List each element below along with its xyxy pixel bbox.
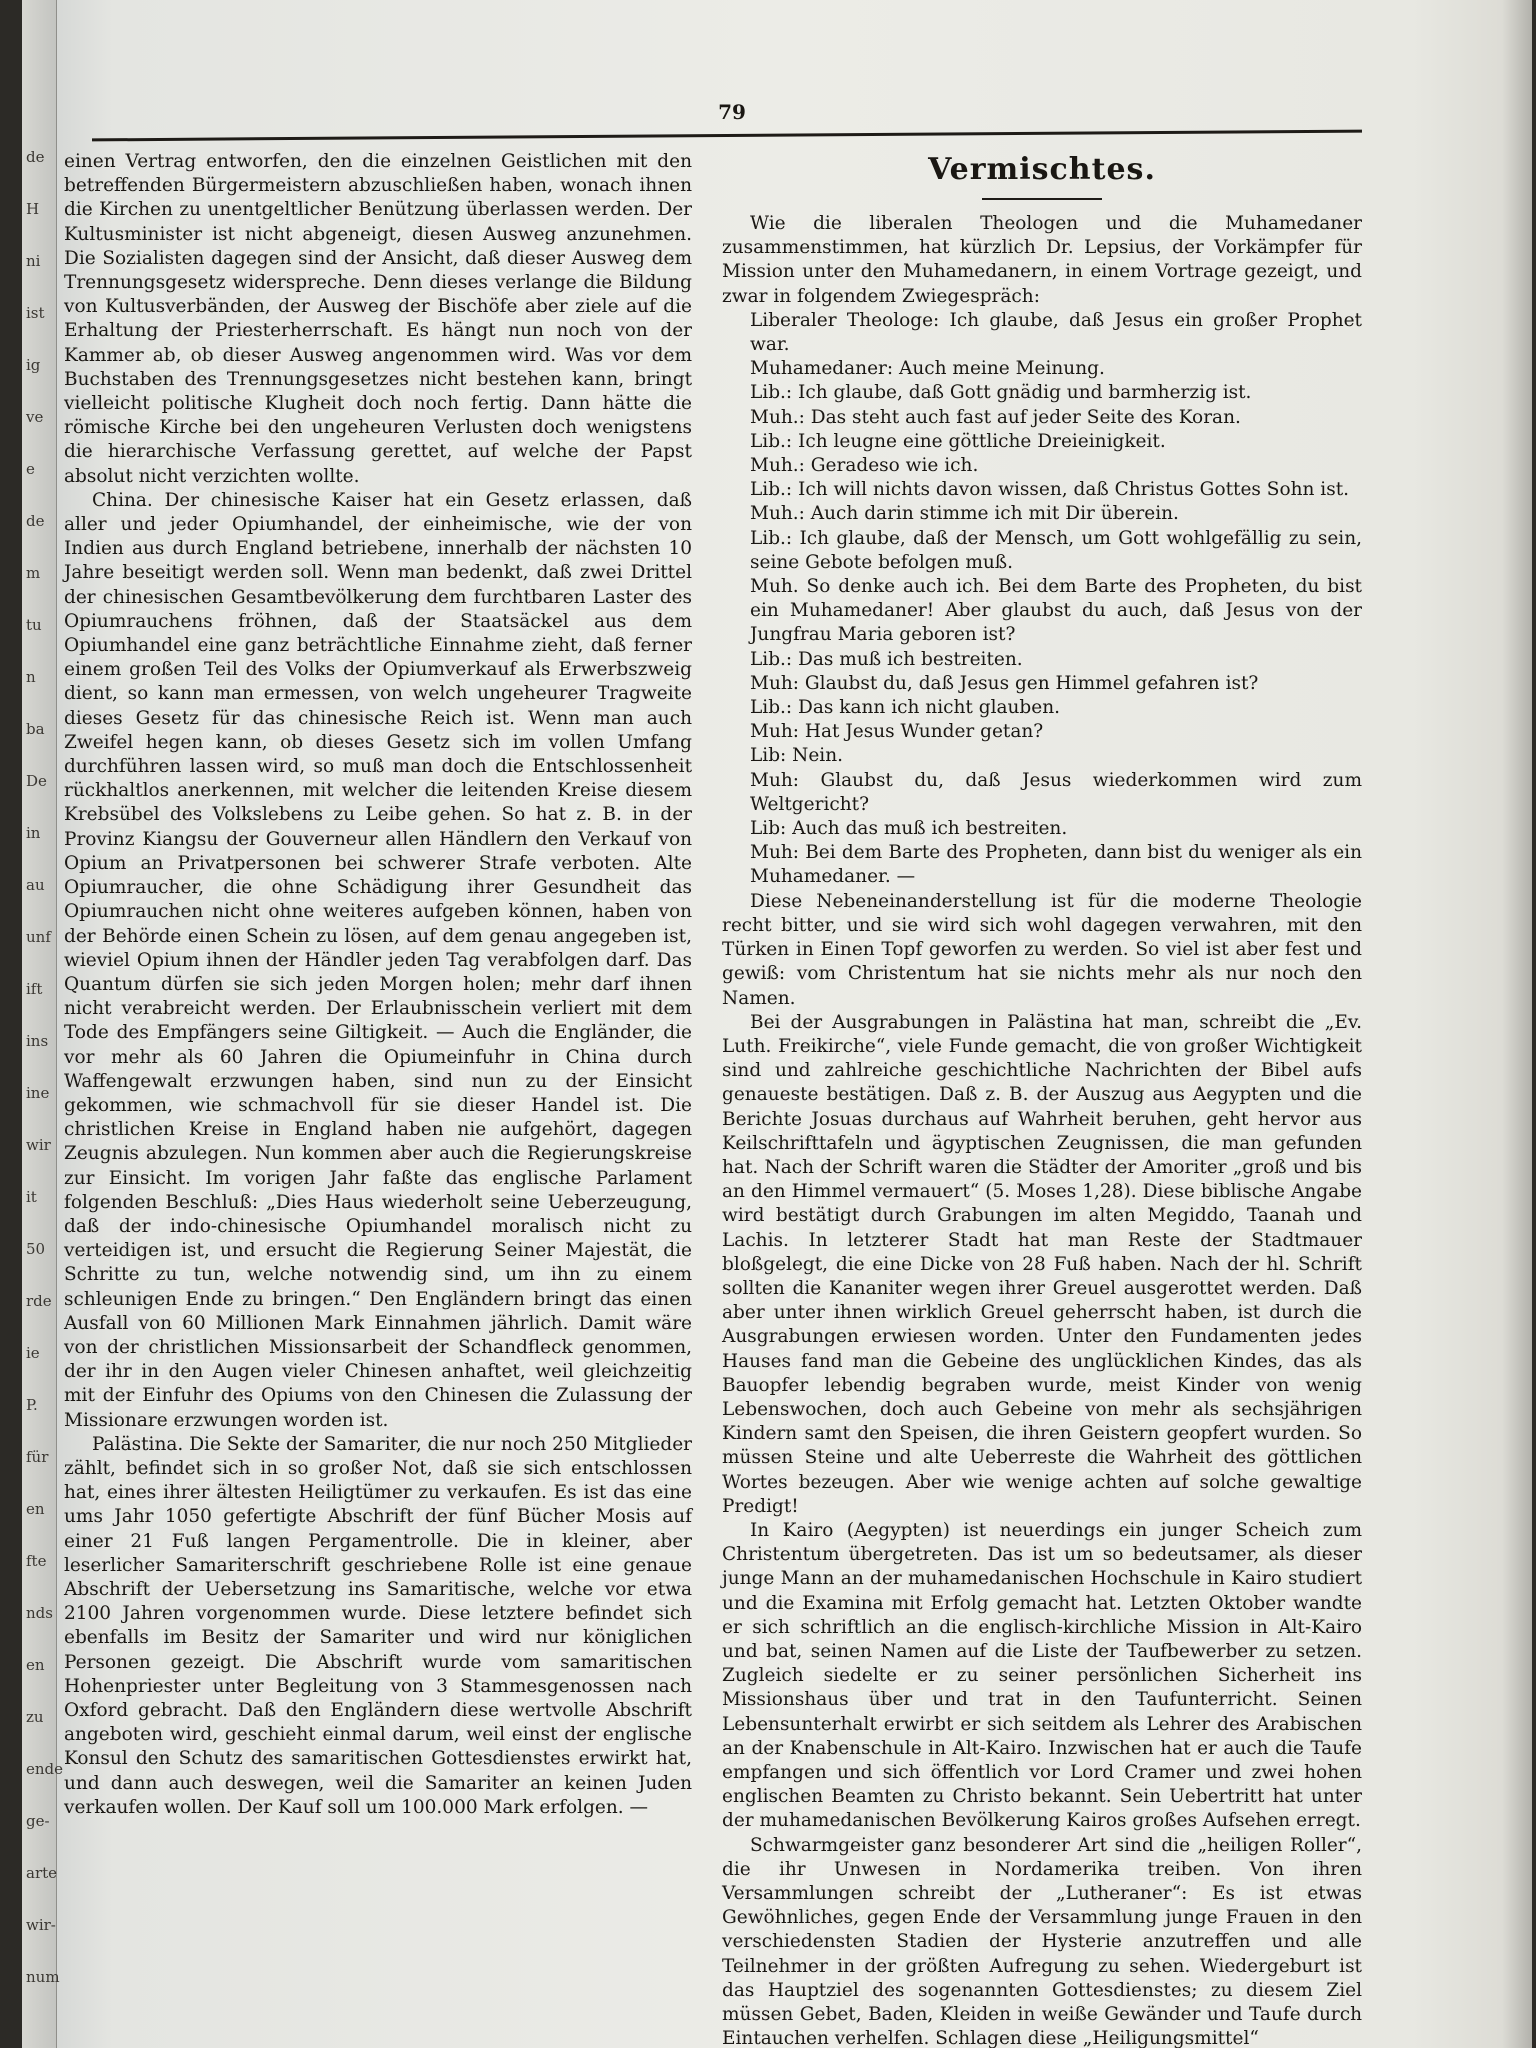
newspaper-page	[22, 0, 1532, 2048]
paragraph-china: China. Der chinesische Kaiser hat ein Gesetz erlassen, daß aller und jeder Opiumhandel, der einheimische, wie der von Indien aus durch England betriebene, innerhalb der nächsten 10 Jahre beseitigt werden soll. Wenn man bedenkt, daß zwei Drittel der chinesischen Gesamtbevölkerung dem furchtbaren Laster des Opiumrauchens fröhnen, daß der Staatsäckel aus dem Opiumhandel eine ganz beträchtliche Einnahme zieht, daß ferner einem großen Teil des Volks der Opiumverkauf als Erwerbszweig dient, so kann man ermessen, von welch ungeheurer Tragweite dieses Gesetz für das chinesische Reich ist. Wenn man auch Zweifel hegen kann, ob dieses Gesetz sich im vollen Umfang durchführen lassen wird, so muß man doch die Entschlossenheit rückhaltlos anerkennen, mit welcher die leitenden Kreise diesem Krebsübel des Volkslebens zu Leibe gehen. So hat z. B. in der Provinz Kiangsu der Gouverneur allen Händlern den Verkauf von Opium an Privatpersonen bei schwerer Strafe verboten. Alte Opiumraucher, die ohne Schädigung ihrer Gesundheit das Opiumrauchen nicht ohne weiteres aufgeben können, haben von der Behörde einen Schein zu lösen, auf dem genau angegeben ist, wieviel Opium ihnen der Händler jeden Tag verabfolgen darf. Das Quantum dürfen sie sich jeden Morgen holen; mehr darf ihnen nicht verabreicht werden. Der Erlaubnisschein verliert mit dem Tode des Empfängers seine Giltigkeit. — Auch die Engländer, die vor mehr als 60 Jahren die Opiumeinfuhr in China durch Waffengewalt erzwungen haben, sind nun zu der Einsicht gekommen, wie schmachvoll für sie dieser Handel ist. Die christlichen Kreise in England haben nie aufgehört, dagegen Zeugnis abzulegen. Nun kommen aber auch die Regierungskreise zur Einsicht. Im vorigen Jahr faßte das englische Parlament folgenden Beschluß: „Dies Haus wiederholt seine Ueberzeugung, daß der indo-chinesische Opiumhandel moralisch nicht zu verteidigen ist, und ersucht die Regierung Seiner Majestät, die Schritte zu tun, welche notwendig sind, um ihn zu einem schleunigen Ende zu bringen.“ Den Engländern bringt das einen Ausfall von 60 Millionen Mark Einnahmen jährlich. Damit wäre von der christlichen Missionsarbeit der Schandfleck genommen, der ihr in den Augen vieler Chinesen anhaftet, weil gleichzeitig mit der Einfuhr des Opiums von den Chinesen die Zulassung der Missionare erzwungen worden ist.	[64, 489, 692, 1431]
previous-page-fragment: tu	[26, 616, 42, 634]
previous-page-edge	[22, 0, 64, 2048]
dialog-line: Muh.: Auch darin stimme ich mit Dir überein.	[750, 503, 1179, 525]
dialog-line: Muh: Bei dem Barte des Propheten, dann bist du weniger als ein Muhamedaner. —	[750, 842, 1362, 888]
page-number: 79	[718, 100, 746, 124]
left-column	[64, 150, 692, 1820]
previous-page-fragment: rde	[26, 1292, 52, 1310]
previous-page-fragment: fte	[26, 1552, 47, 1570]
previous-page-fragment: it	[26, 1188, 37, 1206]
paragraph-intro-dialog: Wie die liberalen Theologen und die Muhamedaner zusammenstimmen, hat kürzlich Dr. Lepsius, der Vorkämpfer für Mission unter den Muhamedanern, in einem Vortrage gezeigt, und zwar in folgendem Zwiegespräch:	[722, 213, 1362, 307]
page-edge-shadow	[1502, 0, 1532, 2048]
previous-page-fragment: m	[26, 564, 41, 582]
dialog-line: Lib: Auch das muß ich bestreiten.	[750, 818, 1068, 840]
previous-page-fragment: nds	[26, 1604, 53, 1622]
right-column	[722, 150, 1362, 2048]
previous-page-fragment: ge-	[26, 1812, 50, 1830]
previous-page-fragment: ba	[26, 720, 45, 738]
dialog-line: Muh: Hat Jesus Wunder getan?	[750, 721, 1044, 743]
previous-page-fragment: en	[26, 1500, 45, 1518]
previous-page-fragment: wir-	[26, 1916, 56, 1934]
previous-page-fragment: ni	[26, 252, 41, 270]
dialog-line: Muhamedaner: Auch meine Meinung.	[750, 358, 1105, 380]
section-heading: Vermischtes.	[928, 152, 1156, 187]
dialog-line: Lib.: Das kann ich nicht glauben.	[750, 697, 1061, 719]
previous-page-fragment: 50	[26, 1240, 46, 1258]
previous-page-fragment: e	[26, 460, 35, 478]
previous-page-fragment: ende	[26, 1760, 64, 1778]
previous-page-fragment: ve	[26, 408, 44, 426]
previous-page-fragment: ins	[26, 1032, 49, 1050]
previous-page-fragment: ie	[26, 1344, 40, 1362]
dialog-line: Muh: Glaubst du, daß Jesus wiederkommen wird zum Weltgericht?	[750, 769, 1362, 815]
previous-page-fragment: für	[26, 1448, 49, 1466]
dialog-line: Lib.: Ich glaube, daß der Mensch, um Gott wohlgefällig zu sein, seine Gebote befolgen muß.	[750, 527, 1362, 573]
dialog-line: Lib.: Ich glaube, daß Gott gnädig und barmherzig ist.	[750, 382, 1252, 404]
dialog-line: Muh: Glaubst du, daß Jesus gen Himmel gefahren ist?	[750, 672, 1259, 694]
header-rule	[92, 130, 1362, 142]
previous-page-fragment: ig	[26, 356, 41, 374]
previous-page-fragment: de	[26, 512, 45, 530]
paragraph-church-france: einen Vertrag entworfen, den die einzelnen Geistlichen mit den betreffenden Bürgermeistern abzuschließen haben, wonach ihnen die Kirchen zu unentgeltlicher Benützung überlassen werden. Der Kultusminister ist nicht abgeneigt, diesen Ausweg anzunehmen. Die Sozialisten dagegen sind der Ansicht, daß dieser Ausweg dem Trennungsgesetz widerspreche. Denn dieses verlange die Bildung von Kultusverbänden, der Ausweg der Bischöfe aber ziele auf die Erhaltung der Priesterherrschaft. Es hängt nun noch von der Kammer ab, ob dieser Ausweg angenommen wird. Was vor dem Buchstaben des Trennungsgesetzes nicht bestehen kann, bringt vielleicht politische Klugheit doch noch fertig. Dann hätte die römische Kirche bei den ungeheuren Verlusten doch wenigstens die hierarchische Verfassung gerettet, auf welche der Papst absolut nicht verzichten wollte.	[64, 151, 692, 487]
previous-page-fragment: H	[26, 200, 40, 218]
previous-page-fragment: De	[26, 772, 47, 790]
dialog-line: Muh.: Geradeso wie ich.	[750, 455, 979, 477]
paragraph-nebeneinander: Diese Nebeneinanderstellung ist für die moderne Theologie recht bitter, und sie wird sich wohl dagegen verwahren, mit den Türken in Einen Topf geworfen zu werden. So viel ist aber fest und gewiß: vom Christentum hat sie nichts mehr als nur noch den Namen.	[722, 890, 1362, 1009]
previous-page-fragment: unf	[26, 928, 51, 946]
previous-page-fragment: ine	[26, 1084, 50, 1102]
previous-page-fragment: de	[26, 148, 45, 166]
previous-page-fragment: arte	[26, 1864, 58, 1882]
dialog-line: Liberaler Theologe: Ich glaube, daß Jesus ein großer Prophet war.	[750, 309, 1362, 356]
paragraph-schwarmgeister: Schwarmgeister ganz besonderer Art sind die „heiligen Roller“, die ihr Unwesen in Nordamerika treiben. Von ihren Versammlungen schreibt der „Lutheraner“: Es ist etwas Gewöhnliches, gegen Ende der Versammlung junge Frauen in den verschiedensten Stadien der Hysterie anzutreffen und alle Teilnehmer in der größten Aufregung zu sehen. Wiedergeburt ist das Hauptziel des sogenannten Gottesdienstes; zu diesem Ziel müssen Gebet, Baden, Kleiden in weiße Gewänder und Taufe durch Eintauchen verhelfen. Schlagen diese „Heiligungsmittel“	[722, 1834, 1362, 2048]
previous-page-fragment: in	[26, 824, 41, 842]
paragraph-palestina-samariter: Palästina. Die Sekte der Samariter, die nur noch 250 Mitglieder zählt, befindet sich in so großer Not, daß sie sich entschlossen hat, eines ihrer ältesten Heiligtümer zu verkaufen. Es ist das eine ums Jahr 1050 gefertigte Abschrift der fünf Bücher Mosis auf einer 21 Fuß langen Pergamentrolle. Die in kleiner, aber leserlicher Samariterschrift geschriebene Rolle ist eine genaue Abschrift der Uebersetzung ins Samaritische, welche vor etwa 2100 Jahren vorgenommen wurde. Diese letztere befindet sich ebenfalls im Besitz der Samariter und wird nur königlichen Personen gezeigt. Die Abschrift wurde vom samaritischen Hohenpriester unter Begleitung von 3 Stammesgenossen nach Oxford gebracht. Daß den Engländern diese wertvolle Abschrift angeboten wird, geschieht einmal darum, weil einst der englische Konsul den Schutz des samaritischen Gottesdienstes erwirkt hat, und dann auch deswegen, weil die Samariter an keinen Juden verkaufen wollen. Der Kauf soll um 100.000 Mark erfolgen. —	[64, 1433, 692, 1818]
previous-page-fragment: en	[26, 1656, 45, 1674]
previous-page-fragment: ist	[26, 304, 45, 322]
previous-page-fragment: num	[26, 1968, 60, 1986]
previous-page-fragment: wir	[26, 1136, 51, 1154]
dialog-line: Lib.: Ich will nichts davon wissen, daß Christus Gottes Sohn ist.	[750, 479, 1350, 501]
previous-page-fragment: zu	[26, 1708, 44, 1726]
paragraph-ausgrabungen: Bei der Ausgrabungen in Palästina hat man, schreibt die „Ev. Luth. Freikirche“, viele Funde gemacht, die von großer Wichtigkeit sind und zahlreiche geschichtliche Nachrichten der Bibel aufs genaueste bestätigen. Daß z. B. der Auszug aus Aegypten und die Berichte Josuas durchaus auf Wahrheit beruhen, geht hervor aus Keilschrifttafeln und ägyptischen Zeugnissen, die man gefunden hat. Nach der Schrift waren die Städter der Amoriter „groß und bis an den Himmel vermauert“ (5. Moses 1,28). Diese biblische Angabe wird bestätigt durch Grabungen im alten Megiddo, Taanah und Lachis. In letzterer Stadt hat man Reste der Stadtmauer bloßgelegt, die eine Dicke von 28 Fuß haben. Nach der hl. Schrift sollten die Kananiter wegen ihrer Greuel ausgerottet werden. Daß aber unter ihnen wirklich Greuel geherrscht haben, ist durch die Ausgrabungen erwiesen worden. Unter den Fundamenten jedes Hauses fand man die Gebeine des unglücklichen Kindes, das als Bauopfer lebendig begraben wurde, meist Kinder von wenig Lebenswochen, doch auch Gebeine von mehr als sechsjährigen Kindern samt den Speisen, die ihren Geistern geopfert wurden. So müssen Steine und alte Ueberreste die Wahrheit des göttlichen Wortes bezeugen. Aber wie wenige achten auf solche gewaltige Predigt!	[722, 1011, 1362, 1517]
dialog-line: Muh. So denke auch ich. Bei dem Barte des Propheten, du bist ein Muhamedaner! Aber glaubst du auch, daß Jesus von der Jungfrau Maria geboren ist?	[750, 576, 1362, 646]
previous-page-fragment: ift	[26, 980, 43, 998]
paragraph-kairo: In Kairo (Aegypten) ist neuerdings ein junger Scheich zum Christentum übergetreten. Das ist um so bedeutsamer, als dieser junge Mann an der muhamedanischen Hochschule in Kairo studiert und die Examina mit Erfolg gemacht hat. Letzten Oktober wandte er sich schriftlich an die englisch-kirchliche Mission in Alt-Kairo und bat, seinen Namen auf die Liste der Taufbewerber zu setzen. Zugleich siedelte er zu seiner persönlichen Sicherheit ins Missionshaus über und trat in den Taufunterricht. Seinen Lebensunterhalt erwirbt er sich seitdem als Lehrer des Arabischen an der Knabenschule in Alt-Kairo. Inzwischen hat er auch die Taufe empfangen und sich öffentlich vor Lord Cramer und zwei hohen englischen Beamten zu Christo bekannt. Sein Uebertritt hat unter der muhamedanischen Bevölkerung Kairos großes Aufsehen erregt.	[722, 1519, 1362, 1832]
previous-page-fragment: n	[26, 668, 36, 686]
dialog-line: Lib: Nein.	[750, 745, 844, 767]
dialog-line: Lib.: Ich leugne eine göttliche Dreieinigkeit.	[750, 430, 1166, 452]
previous-page-fragment: au	[26, 876, 45, 894]
dialog	[722, 309, 1362, 890]
dialog-line: Lib.: Das muß ich bestreiten.	[750, 648, 1023, 670]
dialog-line: Muh.: Das steht auch fast auf jeder Seite des Koran.	[750, 406, 1241, 428]
previous-page-fragment: P.	[26, 1396, 38, 1414]
heading-rule	[982, 198, 1102, 200]
